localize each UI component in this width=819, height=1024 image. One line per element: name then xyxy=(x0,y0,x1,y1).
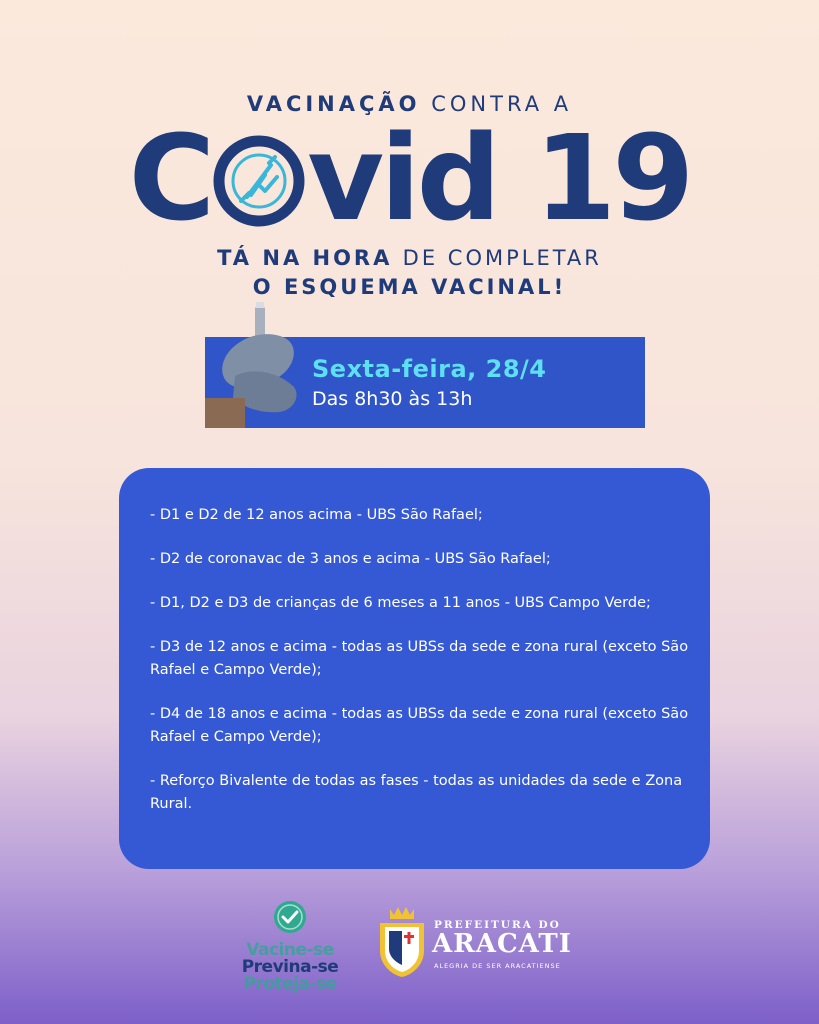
city-name: ARACATI xyxy=(432,929,572,959)
slogan-proteja: Proteja-se xyxy=(243,974,337,994)
prefeitura-label: PREFEITURA DO xyxy=(434,919,561,931)
list-item: - D2 de coronavac de 3 anos e acima - UBS São Rafael; xyxy=(150,551,551,567)
schedule-day: Sexta-feira, 28/4 xyxy=(312,355,547,383)
kicker-bold: VACINAÇÃO xyxy=(246,92,421,116)
syringe-check-icon xyxy=(213,116,305,208)
tagline-bold: TÁ NA HORA xyxy=(217,246,393,270)
slogan-vacine: Vacine-se xyxy=(246,940,334,960)
schedule-hours: Das 8h30 às 13h xyxy=(312,388,473,410)
city-crest-icon xyxy=(376,905,428,979)
slogan-previna: Previna-se xyxy=(241,957,339,977)
list-item: - Reforço Bivalente de todas as fases - todas as unidades da sede e Zona Rural. xyxy=(150,773,683,812)
kicker-rest: CONTRA A xyxy=(431,92,573,116)
tagline xyxy=(0,244,819,302)
check-circle-icon xyxy=(273,900,307,934)
list-item: - D1 e D2 de 12 anos acima - UBS São Rafael; xyxy=(150,507,483,523)
title-start: C xyxy=(128,109,212,247)
vaccination-list xyxy=(150,504,690,837)
gloved-hands-vial-image xyxy=(205,298,315,428)
info-card xyxy=(119,468,710,869)
city-motto: ALEGRIA DE SER ARACATIENSE xyxy=(434,962,561,970)
tagline-line2: O ESQUEMA VACINAL! xyxy=(252,275,567,299)
tagline-thin: DE COMPLETAR xyxy=(402,246,602,270)
covid-title xyxy=(0,108,819,248)
title-end: vid 19 xyxy=(307,109,691,247)
campaign-logo xyxy=(238,900,342,993)
list-item: - D4 de 18 anos e acima - todas as UBSs da sede e zona rural (exceto São Rafael e Campo Verde); xyxy=(150,706,689,745)
list-item: - D3 de 12 anos e acima - todas as UBSs da sede e zona rural (exceto São Rafael e Campo Verde); xyxy=(150,639,689,678)
tagline-line1 xyxy=(0,244,819,273)
prefeitura-logo xyxy=(376,905,576,985)
list-item: - D1, D2 e D3 de crianças de 6 meses a 11 anos - UBS Campo Verde; xyxy=(150,595,651,611)
